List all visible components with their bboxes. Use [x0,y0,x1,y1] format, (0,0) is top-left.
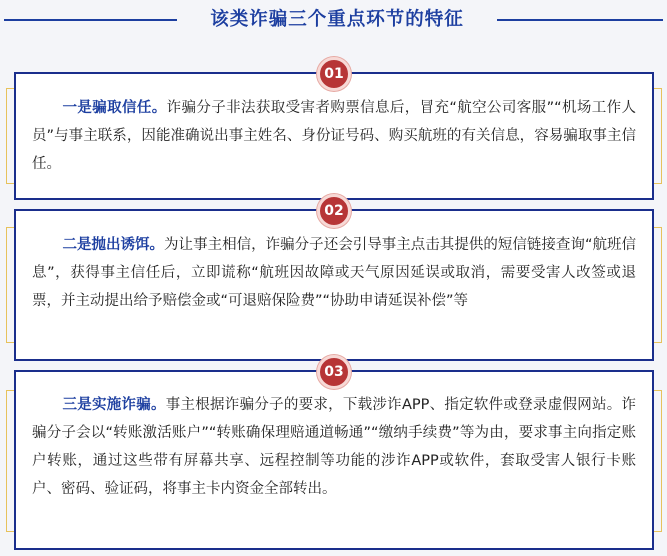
bracket-right-decoration [654,390,662,532]
section-text [32,231,636,315]
bracket-left-decoration [6,390,14,532]
bracket-right-decoration [654,227,662,343]
section-body: 事主根据诈骗分子的要求，下载涉诈APP、指定软件或登录虚假网站。诈骗分子会以“转账激活账户”“转账确保理赔通道畅通”“缴纳手续费”等为由，要求事主向指定账户转账，通过这些带有屏幕共享、远程控制等功能的涉诈APP或软件，套取受害人银行卡账户、密码、验证码，将事主卡内资金全部转出。 [32,397,636,497]
title-divider-left [4,19,177,21]
bracket-right-decoration [654,88,662,184]
title-divider-right [497,19,663,21]
bracket-left-decoration [6,88,14,184]
section-lead: 一是骗取信任。 [62,100,167,116]
section-body: 诈骗分子非法获取受害者购票信息后，冒充“航空公司客服”“机场工作人员”与事主联系，因能准确说出事主姓名、身份证号码、购买航班的有关信息，容易骗取事主信任。 [32,100,636,172]
section-text [32,94,636,178]
section-card-3 [14,364,654,550]
section-card-2 [14,203,654,361]
section-lead: 二是抛出诱饵。 [62,237,165,253]
section-text [32,391,636,503]
page-title: 该类诈骗三个重点环节的特征 [210,9,464,30]
section-number-badge: 02 [317,194,351,228]
section-number-badge: 03 [317,355,351,389]
bracket-left-decoration [6,227,14,343]
section-number-badge: 01 [317,57,351,91]
section-card-1 [14,66,654,200]
section-body: 为让事主相信，诈骗分子还会引导事主点击其提供的短信链接查询“航班信息”，获得事主信任后，立即谎称“航班因故障或天气原因延误或取消，需要受害人改签或退票，并主动提出给予赔偿金或“可退赔保险费”“协助申请延误补偿”等 [32,237,637,309]
section-lead: 三是实施诈骗。 [62,397,166,413]
title-row [0,0,667,40]
